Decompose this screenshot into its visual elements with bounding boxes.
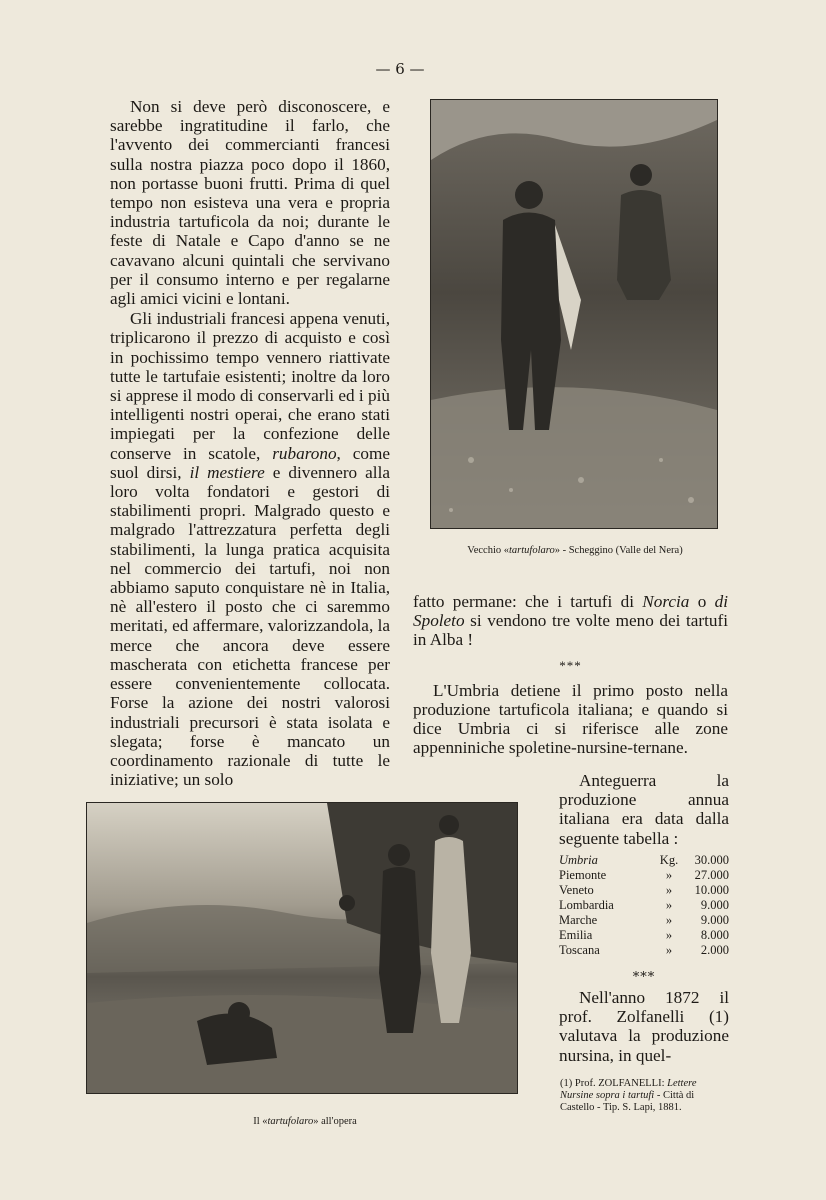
table-row bbox=[559, 853, 729, 868]
production-table bbox=[559, 853, 729, 958]
table-cell-value: 8.000 bbox=[700, 928, 729, 942]
table-cell-value: 10.000 bbox=[694, 883, 729, 897]
photo-truffle-hunter-at-work-image bbox=[87, 803, 517, 1093]
footnote-text-b: - Città di Castello - Tip. S. Lapi, 1881. bbox=[560, 1090, 695, 1113]
paragraph-2-italic-2: il mestiere bbox=[189, 462, 265, 482]
table-cell-region: Emilia bbox=[559, 928, 593, 942]
photo-old-truffle-hunter bbox=[430, 99, 718, 529]
photo-top-caption bbox=[420, 545, 730, 556]
paragraph-2-text-b: , come suol dirsi, bbox=[110, 443, 390, 482]
paragraph-2-italic-1: rubarono bbox=[272, 443, 337, 463]
caption-bottom-italic: tartufolaro bbox=[267, 1116, 314, 1127]
footnote-text-a: (1) Prof. ZOLFANELLI: bbox=[560, 1078, 668, 1089]
right-column bbox=[413, 592, 728, 758]
paragraph-1872 bbox=[559, 988, 729, 1065]
paragraph-1872-text: Nell'anno 1872 il prof. Zolfanelli (1) valutava la produzione nursina, in quel- bbox=[559, 988, 729, 1065]
table-cell-region: Veneto bbox=[559, 883, 594, 897]
caption-top-text-b: » - Scheggino (Valle del Nera) bbox=[554, 545, 683, 556]
footnote bbox=[560, 1078, 730, 1114]
table-cell-region: Marche bbox=[559, 913, 598, 927]
table-row bbox=[559, 928, 729, 943]
table-cell-value: 30.000 bbox=[694, 853, 729, 867]
table-cell-unit: » bbox=[665, 928, 673, 942]
table-row bbox=[559, 913, 729, 928]
table-cell-region: Lombardia bbox=[559, 898, 614, 912]
table-cell-unit: » bbox=[665, 883, 673, 897]
paragraph-1: Non si deve però disconoscere, e sarebbe ingratitudine il farlo, che l'avvento dei commercianti francesi sulla nostra piazza poco dopo il 1860, non portasse buoni frutti. Prima di quel tempo non esisteva una vera e propria industria tartuficola da noi; durante le feste di Natale e Capo d'anno se ne cavavano alcuni quintali che servivano per il consumo interno e per regalarne agli amici vicini e lontani. bbox=[110, 97, 390, 309]
table-cell-region: Toscana bbox=[559, 943, 600, 957]
section-separator-1: *** bbox=[559, 657, 582, 673]
caption-top-italic: tartufolaro bbox=[509, 545, 555, 556]
footnote-italic: Lettere Nursine sopra i tartufi bbox=[560, 1078, 697, 1101]
paragraph-2-text-a: Gli industriali francesi appena venuti, triplicarono il prezzo di acquisto e così in pochissimo tempo vennero riattivate tutte le tartufaie esistenti; inoltre da loro si apprese il modo di conservarli ed i più intelligenti nostri operai, che erano stati impiegati per la confezione delle conserve in scatole, bbox=[110, 309, 390, 463]
table-intro-text: Anteguerra la produzione annua italiana era data dalla seguente tabella : bbox=[559, 771, 729, 848]
continuation-text-c: si vendono tre volte meno dei tartufi in Alba ! bbox=[413, 611, 728, 650]
caption-bottom-text-a: Il « bbox=[253, 1116, 268, 1127]
table-row bbox=[559, 898, 729, 913]
table-cell-unit: Kg. bbox=[659, 853, 679, 867]
continuation-italic-1: Norcia bbox=[642, 592, 690, 611]
left-column bbox=[110, 97, 390, 789]
paragraph-2 bbox=[110, 309, 390, 789]
continuation-text-b: o bbox=[689, 592, 715, 611]
caption-bottom-text-b: » all'opera bbox=[313, 1116, 357, 1127]
photo-truffle-hunter-at-work bbox=[86, 802, 518, 1094]
table-row bbox=[559, 883, 729, 898]
paragraph-umbria: L'Umbria detiene il primo posto nella produzione tartuficola italiana; e quando si dice Umbria ci si riferisce alle zone appenniniche spoletine-nursine-ternane. bbox=[413, 680, 728, 758]
table-cell-value: 27.000 bbox=[694, 868, 729, 882]
table-cell-value: 9.000 bbox=[700, 898, 729, 912]
continuation-paragraph bbox=[413, 592, 728, 650]
table-intro bbox=[559, 771, 729, 848]
page-number: — 6 — bbox=[375, 60, 425, 78]
table-cell-region: Umbria bbox=[559, 853, 598, 867]
paragraph-2-text-c: e divennero alla loro volta fondatori e gestori di stabilimenti propri. Malgrado questo e malgrado l'attrezzatura perfetta degli stabilimenti, la lunga pratica acquisita nel commercio dei tartufi, noi non abbiamo saputo conquistare nè in Italia, nè all'estero il posto che ci saremmo meritati, ed affermare, valorizzandola, la merce che ancora deve essere mascherata con etichetta francese per essere convenientemente collocata. Forse la azione dei nostri valorosi industriali precursori è stata isolata e slegata; forse è mancato un coordinamento razionale di tutte le iniziative; un solo bbox=[110, 462, 390, 790]
section-separator-2: *** bbox=[632, 970, 656, 985]
table-row bbox=[559, 943, 729, 958]
continuation-italic-2: di Spoleto bbox=[413, 592, 728, 631]
photo-old-truffle-hunter-image bbox=[431, 100, 717, 528]
table-cell-unit: » bbox=[665, 913, 673, 927]
continuation-text-a: fatto permane: che i tartufi di bbox=[413, 592, 643, 611]
photo-bottom-caption bbox=[180, 1116, 430, 1127]
caption-top-text-a: Vecchio « bbox=[467, 545, 509, 556]
table-cell-unit: » bbox=[665, 868, 673, 882]
table-cell-unit: » bbox=[665, 943, 673, 957]
table-cell-value: 9.000 bbox=[700, 913, 729, 927]
table-cell-region: Piemonte bbox=[559, 868, 607, 882]
table-row bbox=[559, 868, 729, 883]
table-cell-value: 2.000 bbox=[700, 943, 729, 957]
table-cell-unit: » bbox=[665, 898, 673, 912]
